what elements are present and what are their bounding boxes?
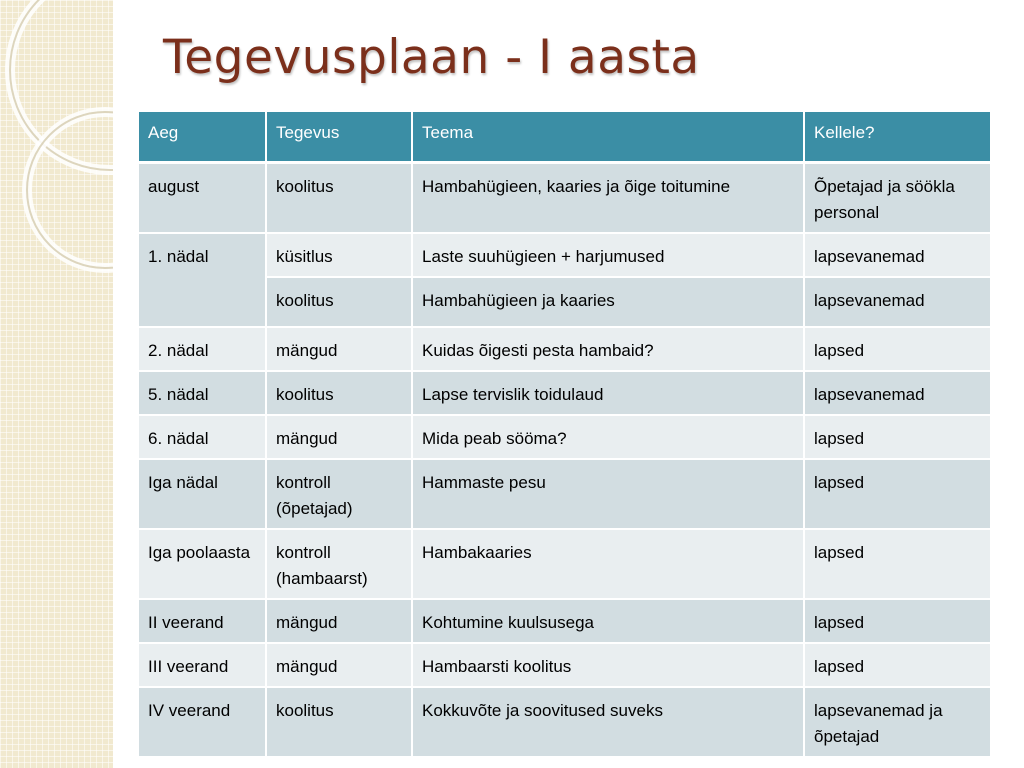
cell-kellele: lapsevanemad [804, 277, 991, 327]
activity-plan-table [137, 110, 992, 758]
cell-tegevus: kontroll (hambaarst) [266, 529, 412, 599]
cell-tegevus: koolitus [266, 277, 412, 327]
cell-teema: Lapse tervislik toidulaud [412, 371, 804, 415]
header-aeg: Aeg [138, 111, 266, 162]
cell-teema: Hambaarsti koolitus [412, 643, 804, 687]
cell-tegevus: koolitus [266, 687, 412, 757]
cell-tegevus: mängud [266, 643, 412, 687]
table-row [138, 687, 991, 757]
cell-tegevus: koolitus [266, 162, 412, 233]
cell-aeg: III veerand [138, 643, 266, 687]
header-teema: Teema [412, 111, 804, 162]
cell-aeg: Iga poolaasta [138, 529, 266, 599]
cell-kellele: lapsed [804, 459, 991, 529]
table-row [138, 529, 991, 599]
cell-tegevus: mängud [266, 327, 412, 371]
decorative-circles [0, 0, 113, 768]
cell-teema: Laste suuhügieen + harjumused [412, 233, 804, 277]
table-row [138, 233, 991, 277]
cell-tegevus: mängud [266, 599, 412, 643]
cell-kellele: lapsed [804, 415, 991, 459]
cell-kellele: lapsevanemad [804, 233, 991, 277]
table-row [138, 162, 991, 233]
header-tegevus: Tegevus [266, 111, 412, 162]
cell-aeg: 5. nädal [138, 371, 266, 415]
cell-teema: Mida peab sööma? [412, 415, 804, 459]
cell-teema: Kokkuvõte ja soovitused suveks [412, 687, 804, 757]
cell-aeg: august [138, 162, 266, 233]
page-title: Tegevusplaan - I aasta [163, 30, 700, 85]
header-kellele: Kellele? [804, 111, 991, 162]
table-row [138, 599, 991, 643]
cell-teema: Hambahügieen ja kaaries [412, 277, 804, 327]
table-row [138, 371, 991, 415]
table-row [138, 415, 991, 459]
cell-aeg: IV veerand [138, 687, 266, 757]
cell-kellele: lapsed [804, 529, 991, 599]
table-header-row [138, 111, 991, 162]
cell-aeg: 2. nädal [138, 327, 266, 371]
cell-kellele: Õpetajad ja söökla personal [804, 162, 991, 233]
cell-teema: Kuidas õigesti pesta hambaid? [412, 327, 804, 371]
cell-tegevus: koolitus [266, 371, 412, 415]
cell-kellele: lapsed [804, 643, 991, 687]
decorative-side-panel [0, 0, 113, 768]
cell-aeg: 1. nädal [138, 233, 266, 327]
cell-kellele: lapsevanemad ja õpetajad [804, 687, 991, 757]
table-row [138, 459, 991, 529]
cell-aeg: II veerand [138, 599, 266, 643]
cell-tegevus: mängud [266, 415, 412, 459]
cell-tegevus: kontroll (õpetajad) [266, 459, 412, 529]
table-row [138, 643, 991, 687]
cell-teema: Hambakaaries [412, 529, 804, 599]
cell-kellele: lapsed [804, 327, 991, 371]
table-row [138, 327, 991, 371]
cell-teema: Kohtumine kuulsusega [412, 599, 804, 643]
table-row [138, 277, 991, 327]
cell-aeg: Iga nädal [138, 459, 266, 529]
cell-kellele: lapsed [804, 599, 991, 643]
cell-teema: Hambahügieen, kaaries ja õige toitumine [412, 162, 804, 233]
cell-tegevus: küsitlus [266, 233, 412, 277]
cell-aeg: 6. nädal [138, 415, 266, 459]
cell-teema: Hammaste pesu [412, 459, 804, 529]
cell-kellele: lapsevanemad [804, 371, 991, 415]
